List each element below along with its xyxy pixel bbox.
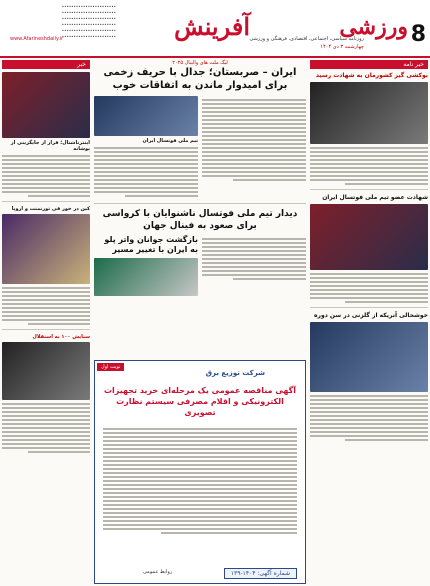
story-photo	[310, 82, 428, 144]
story-body	[310, 273, 428, 303]
story-body	[2, 155, 90, 197]
story-headline[interactable]: شهادت عضو تیم ملی فوتسال ایران	[322, 194, 428, 201]
divider	[310, 307, 428, 308]
section-label-news: خبر	[2, 60, 90, 69]
story-body	[310, 147, 428, 185]
story-headline[interactable]: خوشحالی آنریکه از گلزنی در سن دوره	[314, 312, 428, 319]
divider	[94, 203, 306, 204]
photo-caption: تیم ملی فوتسال ایران	[142, 138, 198, 144]
story-body	[94, 147, 198, 197]
story-headline[interactable]: ستایش ۱۰۰ به استقلال	[32, 334, 90, 340]
story-headline[interactable]: کین در خور فی تورنمنت و اروپا	[11, 206, 90, 212]
divider	[310, 189, 428, 190]
right-column	[310, 60, 428, 584]
left-column	[2, 60, 90, 584]
divider	[2, 201, 90, 202]
third-headline[interactable]: بازگشت جوانان واتر پلو به ایران با تغییر مسیر	[104, 235, 198, 254]
story-photo	[310, 204, 428, 270]
dateline: چهارشنبه ۳ دی ۱۴۰۴	[320, 44, 364, 50]
ad-organization: شرکت توزیع برق	[205, 369, 265, 377]
story-photo	[2, 342, 90, 400]
story-body	[310, 395, 428, 441]
story-body	[202, 99, 306, 181]
main-headline[interactable]: ایران – صربستان؛ جدال با حریف زخمی برای امیدوار ماندن به اتفاقات خوب	[103, 67, 297, 91]
website-link[interactable]: www.Afarineshdaily.ir	[10, 36, 64, 42]
story-photo	[2, 72, 90, 138]
page-number: 8	[410, 22, 426, 47]
story-headline[interactable]: اینترناشنال؛ فرار از جایگزینی از پوشانه	[10, 140, 90, 152]
ad-title: آگهی مناقصه عمومی یک مرحله‌ای خرید تجهیزات الکترونیکی و اقلام مصرفی سیستم نظارت تصویری	[103, 386, 297, 417]
section-title: ورزشی	[339, 14, 408, 40]
tagline: روزنامه سیاسی، اجتماعی، اقتصادی، فرهنگی و ورزشی	[249, 36, 364, 42]
story-body	[202, 238, 306, 280]
story-photo	[94, 96, 198, 136]
story-photo	[2, 214, 90, 284]
paper-logo: آفرینش	[174, 12, 250, 41]
divider	[2, 329, 90, 330]
section-label-news: خبر نامه	[310, 60, 428, 69]
story-photo	[310, 322, 428, 392]
ad-signature: روابط عمومی	[143, 569, 173, 575]
ad-tag: نوبت اول	[97, 363, 124, 371]
ad-body	[103, 426, 297, 536]
tender-advertisement	[94, 360, 306, 584]
story-photo	[94, 258, 198, 296]
story-body	[2, 287, 90, 325]
story-body	[2, 403, 90, 453]
story-headline[interactable]: بوکشی گیر کشورمان به شهادت رسید	[315, 72, 428, 79]
publisher-info-box: ••••••••••••••••••••••• ••••••••••••••••••••••• ••••••••••••••••••••••• ••••••••••••••••••••••• ••••••••••••••••••••••• •••••••••••••••••••••••	[61, 4, 116, 39]
masthead	[0, 0, 430, 58]
kicker: لیگ ملت های والیبال ۲۰۲۵	[172, 60, 228, 66]
ad-number: شماره آگهی: ۱۴۰۴-۱۳۹	[224, 568, 297, 579]
second-headline[interactable]: دیدار تیم ملی فوتسال ناشنوایان با کرواسی برای صعود به فینال جهان	[102, 209, 298, 231]
